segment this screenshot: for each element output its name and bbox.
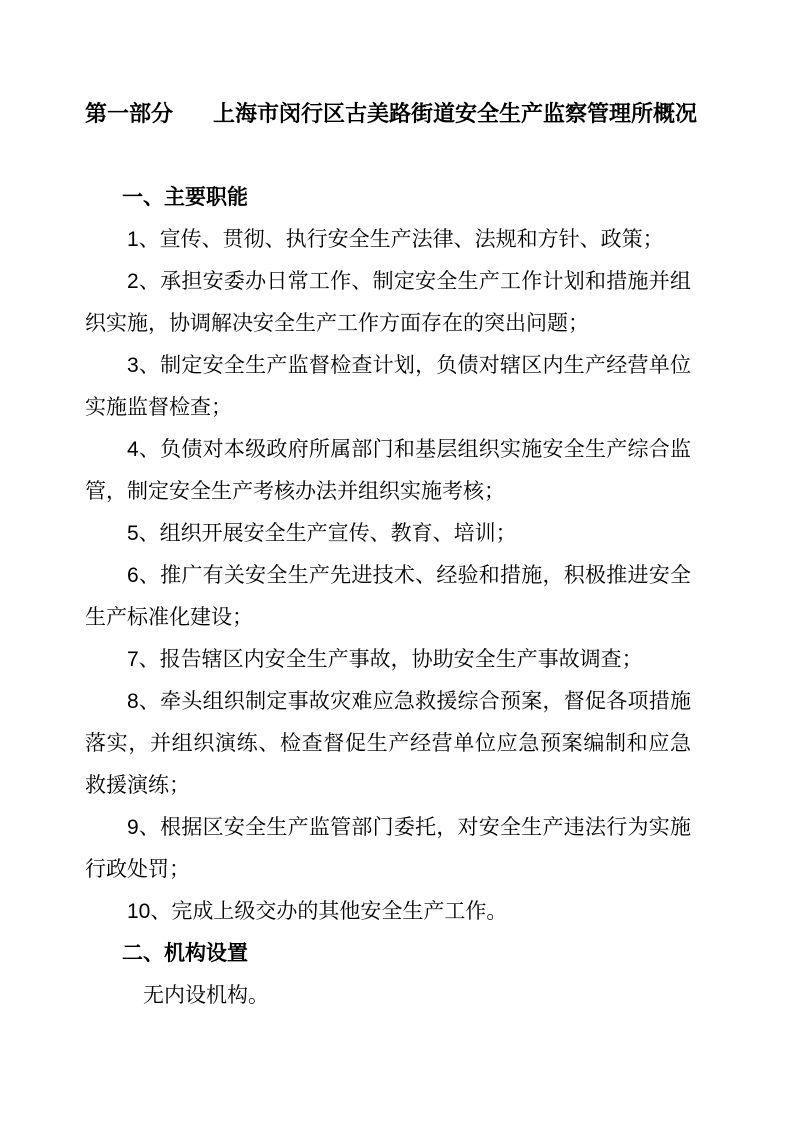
function-item-8: 8、牵头组织制定事故灾难应急救援综合预案，督促各项措施落实，并组织演练、检查督促生产经营单位应急预案编制和应急救援演练； <box>85 690 691 797</box>
document-title-name: 上海市闵行区古美路街道安全生产监察管理所概况 <box>213 101 698 126</box>
function-item-2: 2、承担安委办日常工作、制定安全生产工作计划和措施并组织实施，协调解决安全生产工作方面存在的突出问题； <box>85 270 691 335</box>
function-item-5: 5、组织开展安全生产宣传、教育、培训； <box>127 522 517 545</box>
function-item-1: 1、宣传、贯彻、执行安全生产法律、法规和方针、政策； <box>127 228 664 251</box>
section-heading-organization: 二、机构设置 <box>122 942 248 965</box>
document-title <box>85 93 698 135</box>
section-heading-main-functions: 一、主要职能 <box>122 186 248 209</box>
blank-line <box>85 135 691 177</box>
document-page <box>85 93 698 1017</box>
function-item-7: 7、报告辖区内安全生产事故，协助安全生产事故调查； <box>127 648 643 671</box>
organization-item-1: 无内设机构。 <box>143 984 269 1007</box>
function-item-10: 10、完成上级交办的其他安全生产工作。 <box>127 900 508 923</box>
function-item-3: 3、制定安全生产监督检查计划，负债对辖区内生产经营单位实施监督检查； <box>85 354 691 419</box>
function-item-9: 9、根据区安全生产监管部门委托，对安全生产违法行为实施行政处罚； <box>85 816 691 881</box>
function-item-4: 4、负债对本级政府所属部门和基层组织实施安全生产综合监管，制定安全生产考核办法并组织实施考核； <box>85 438 691 503</box>
document-title-part: 第一部分 <box>85 101 174 126</box>
function-item-6: 6、推广有关安全生产先进技术、经验和措施，积极推进安全生产标准化建设； <box>85 564 691 629</box>
